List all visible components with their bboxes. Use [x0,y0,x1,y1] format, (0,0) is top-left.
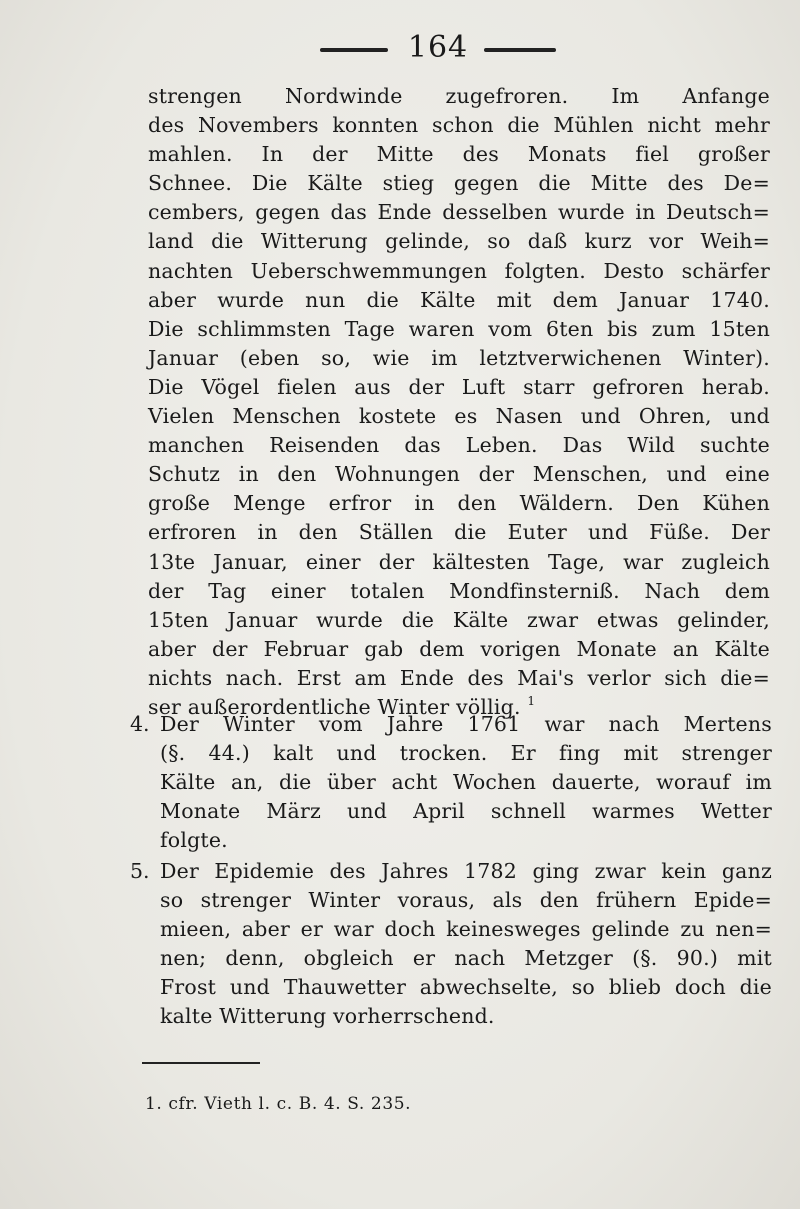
text-line: manchen Reisenden das Leben. Das Wild suchte [148,433,770,458]
text-line: große Menge erfror in den Wäldern. Den Kühen [148,491,770,516]
text-line: nichts nach. Erst am Ende des Mai's verlor sich die= [148,665,770,690]
text-line: mahlen. In der Mitte des Monats fiel großer [148,142,770,167]
text-line: Kälte an, die über acht Wochen dauerte, worauf im [160,770,772,795]
text-line: der Tag einer totalen Mondfinsterniß. Nach dem [148,578,770,603]
text-line: ser außerordentliche Winter völlig. [148,694,521,719]
text-line: aber der Februar gab dem vorigen Monate an Kälte [148,636,770,661]
text-line: Die schlimmsten Tage waren vom 6ten bis zum 15ten [148,316,770,341]
text-line: Der Epidemie des Jahres 1782 ging zwar kein ganz [160,859,772,883]
item-text [160,710,772,855]
header-rule-right [484,48,556,52]
footnote-reference: 1 [527,693,536,708]
text-line: folgte. [160,828,228,853]
header-rule-left [320,48,388,52]
main-paragraph [148,82,770,722]
item-number: 5. [130,859,150,883]
text-line: Die Vögel fielen aus der Luft starr gefroren herab. [148,374,770,399]
text-line: aber wurde nun die Kälte mit dem Januar 1740. [148,287,770,312]
text-line: land die Witterung gelinde, so daß kurz vor Weih= [148,229,770,254]
footnote-rule [142,1062,260,1064]
text-line: Frost und Thauwetter abwechselte, so blieb doch die [160,975,772,1000]
text-line: nen; denn, obgleich er nach Metzger (§. 90.) mit [160,946,772,971]
item-number: 4. [130,712,150,736]
text-line: so strenger Winter voraus, als den frühern Epide= [160,888,772,913]
text-line: cembers, gegen das Ende desselben wurde in Deutsch= [148,200,770,225]
page-header [0,30,800,70]
text-line: nachten Ueberschwemmungen folgten. Desto schärfer [148,258,770,283]
text-line: (§. 44.) kalt und trocken. Er fing mit strenger [160,741,772,766]
text-line: 13te Januar, einer der kältesten Tage, war zugleich [148,549,770,574]
text-line: Januar (eben so, wie im letztverwichenen Winter). [148,345,770,370]
footnote: 1. cfr. Vieth l. c. B. 4. S. 235. [145,1094,412,1114]
text-line: Schutz in den Wohnungen der Menschen, und eine [148,462,770,487]
page-number: 164 [407,30,469,65]
text-line: erfroren in den Ställen die Euter und Füße. Der [148,520,770,545]
text-line: 15ten Januar wurde die Kälte zwar etwas gelinder, [148,607,770,632]
text-line: Schnee. Die Kälte stieg gegen die Mitte des De= [148,171,770,196]
text-line: strengen Nordwinde zugefroren. Im Anfange [148,84,770,108]
text-line: mieen, aber er war doch keinesweges gelinde zu nen= [160,917,772,942]
text-line: Der Winter vom Jahre 1761 war nach Mertens [160,712,772,736]
text-line: Monate März und April schnell warmes Wetter [160,799,772,824]
text-line: des Novembers konnten schon die Mühlen nicht mehr [148,113,770,138]
item-text [160,857,772,1032]
text-line: Vielen Menschen kostete es Nasen und Ohren, und [148,404,770,429]
text-line: kalte Witterung vorherrschend. [160,1004,495,1029]
